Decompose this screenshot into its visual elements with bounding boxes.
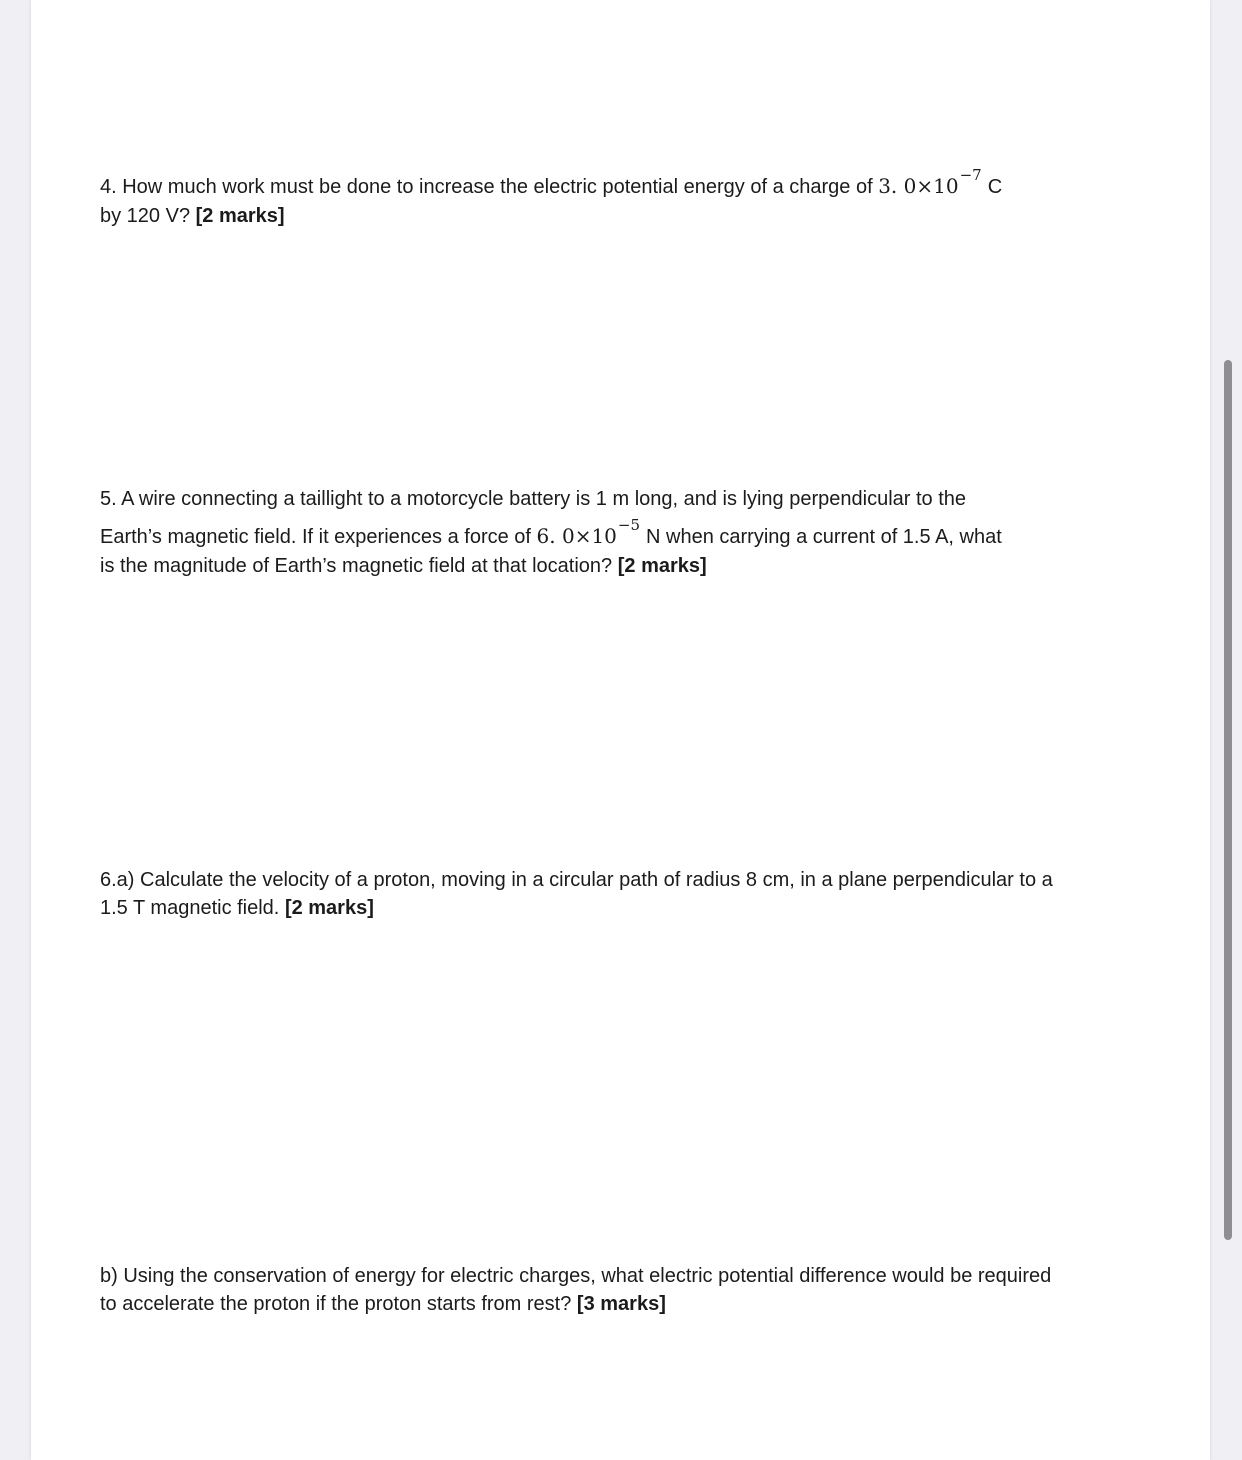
question-5-line-1: 5. A wire connecting a taillight to a motorcycle battery is 1 m long, and is lying perpendicular to the <box>100 488 967 510</box>
question-4-text: 4. How much work must be done to increase the electric potential energy of a charge of <box>100 176 873 198</box>
question-5-text-2b: N when carrying a current of 1.5 A, what <box>646 526 1002 548</box>
question-6b-line-2 <box>100 1290 1140 1318</box>
question-5-force-value: 6. 0×10 <box>536 524 617 548</box>
question-6a-marks: [2 marks] <box>284 897 374 919</box>
question-4-line-2 <box>100 202 1140 230</box>
question-4-charge-value: 3. 0×10 <box>878 174 959 198</box>
question-4-text-2: by 120 V? <box>100 205 191 227</box>
document-page <box>31 0 1210 1460</box>
question-6b <box>100 1262 1140 1318</box>
question-6a-line-1: 6.a) Calculate the velocity of a proton, moving in a circular path of radius 8 cm, in a plane perpendicular to a <box>100 869 1053 891</box>
question-5-text-3: is the magnitude of Earth’s magnetic field at that location? <box>100 555 613 577</box>
question-5 <box>100 485 1140 580</box>
question-4 <box>100 166 1140 230</box>
question-6a <box>100 866 1140 922</box>
question-4-marks: [2 marks] <box>195 205 285 227</box>
question-4-charge-unit: C <box>987 176 1003 198</box>
vertical-scrollbar[interactable] <box>1224 360 1232 1240</box>
question-6b-marks: [3 marks] <box>576 1293 666 1315</box>
question-5-line-3 <box>100 552 1140 580</box>
question-4-charge-exponent: −7 <box>959 166 982 184</box>
question-6a-line-2 <box>100 894 1140 922</box>
question-5-force-exponent: −5 <box>617 516 641 534</box>
question-5-text-2: Earth’s magnetic field. If it experiences a force of <box>100 526 531 548</box>
question-4-line-1 <box>100 166 1140 202</box>
question-6a-text-2: 1.5 T magnetic field. <box>100 897 280 919</box>
question-6b-text-2: to accelerate the proton if the proton starts from rest? <box>100 1293 572 1315</box>
question-5-line-2 <box>100 516 1140 552</box>
question-6b-line-1: b) Using the conservation of energy for electric charges, what electric potential difference would be required <box>100 1265 1052 1287</box>
question-5-marks: [2 marks] <box>617 555 707 577</box>
